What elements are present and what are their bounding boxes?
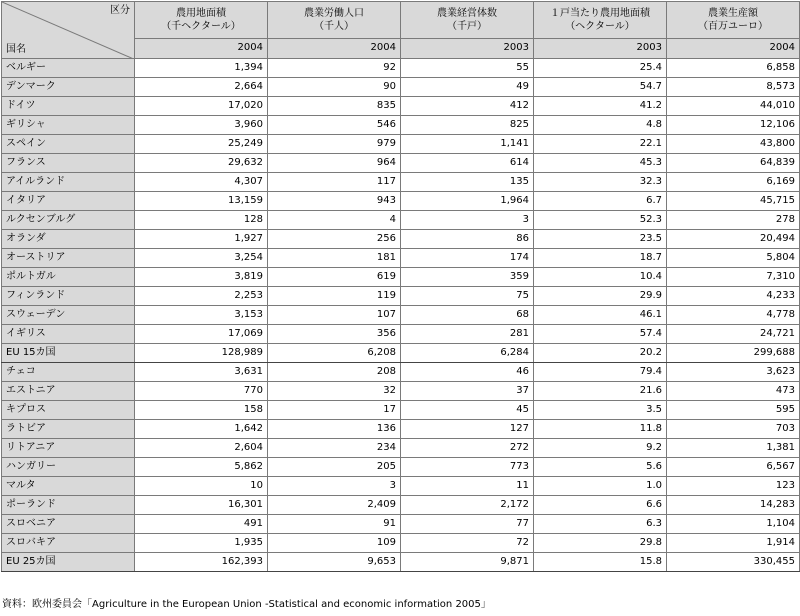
value-cell: 119 xyxy=(268,287,401,306)
year-cell: 2004 xyxy=(667,38,800,58)
value-cell: 1,642 xyxy=(135,420,268,439)
column-header-line2: （千戸） xyxy=(447,20,487,32)
table-row xyxy=(2,363,800,382)
value-cell: 6,169 xyxy=(667,173,800,192)
value-cell: 21.6 xyxy=(534,382,667,401)
value-cell: 1,914 xyxy=(667,534,800,553)
value-cell: 595 xyxy=(667,401,800,420)
value-cell: 412 xyxy=(401,97,534,116)
table-row xyxy=(2,420,800,439)
value-cell: 77 xyxy=(401,515,534,534)
value-cell: 17,069 xyxy=(135,325,268,344)
value-cell: 79.4 xyxy=(534,363,667,382)
value-cell: 1,964 xyxy=(401,192,534,211)
table-row xyxy=(2,135,800,154)
country-name: オーストリア xyxy=(2,249,135,268)
value-cell: 2,604 xyxy=(135,439,268,458)
year-cell: 2003 xyxy=(401,38,534,58)
value-cell: 4,778 xyxy=(667,306,800,325)
value-cell: 1,927 xyxy=(135,230,268,249)
value-cell: 359 xyxy=(401,268,534,287)
value-cell: 943 xyxy=(268,192,401,211)
value-cell: 546 xyxy=(268,116,401,135)
country-name: オランダ xyxy=(2,230,135,249)
value-cell: 46.1 xyxy=(534,306,667,325)
value-cell: 6.7 xyxy=(534,192,667,211)
value-cell: 234 xyxy=(268,439,401,458)
value-cell: 1,394 xyxy=(135,59,268,78)
value-cell: 964 xyxy=(268,154,401,173)
value-cell: 181 xyxy=(268,249,401,268)
column-header-farmland xyxy=(135,2,268,39)
value-cell: 9,871 xyxy=(401,553,534,572)
value-cell: 6,208 xyxy=(268,344,401,363)
value-cell: 2,664 xyxy=(135,78,268,97)
value-cell: 91 xyxy=(268,515,401,534)
column-header-area-per-holding xyxy=(534,2,667,39)
value-cell: 11.8 xyxy=(534,420,667,439)
value-cell: 770 xyxy=(135,382,268,401)
value-cell: 43,800 xyxy=(667,135,800,154)
value-cell: 15.8 xyxy=(534,553,667,572)
table-row xyxy=(2,515,800,534)
table-row xyxy=(2,173,800,192)
year-cell: 2004 xyxy=(135,38,268,58)
value-cell: 32.3 xyxy=(534,173,667,192)
value-cell: 473 xyxy=(667,382,800,401)
value-cell: 16,301 xyxy=(135,496,268,515)
value-cell: 614 xyxy=(401,154,534,173)
column-header-line1: 農業生産額 xyxy=(708,7,758,19)
value-cell: 9.2 xyxy=(534,439,667,458)
country-name: フランス xyxy=(2,154,135,173)
value-cell: 272 xyxy=(401,439,534,458)
value-cell: 52.3 xyxy=(534,211,667,230)
table-row xyxy=(2,477,800,496)
table-row xyxy=(2,230,800,249)
country-name: ベルギー xyxy=(2,59,135,78)
value-cell: 4,307 xyxy=(135,173,268,192)
table-row xyxy=(2,192,800,211)
table-row xyxy=(2,211,800,230)
value-cell: 29.9 xyxy=(534,287,667,306)
value-cell: 5,862 xyxy=(135,458,268,477)
value-cell: 109 xyxy=(268,534,401,553)
value-cell: 2,409 xyxy=(268,496,401,515)
column-header-line2: （ヘクタール） xyxy=(565,20,635,32)
country-name: マルタ xyxy=(2,477,135,496)
value-cell: 3,623 xyxy=(667,363,800,382)
year-cell: 2004 xyxy=(268,38,401,58)
value-cell: 3,631 xyxy=(135,363,268,382)
corner-top-label: 区分 xyxy=(110,5,130,16)
value-cell: 6.6 xyxy=(534,496,667,515)
value-cell: 117 xyxy=(268,173,401,192)
corner-bottom-label: 国名 xyxy=(6,44,26,55)
value-cell: 4,233 xyxy=(667,287,800,306)
country-name: チェコ xyxy=(2,363,135,382)
value-cell: 3.5 xyxy=(534,401,667,420)
value-cell: 41.2 xyxy=(534,97,667,116)
value-cell: 20.2 xyxy=(534,344,667,363)
column-header-workforce xyxy=(268,2,401,39)
value-cell: 3,960 xyxy=(135,116,268,135)
value-cell: 773 xyxy=(401,458,534,477)
table-row xyxy=(2,534,800,553)
value-cell: 2,172 xyxy=(401,496,534,515)
value-cell: 8,573 xyxy=(667,78,800,97)
value-cell: 5,804 xyxy=(667,249,800,268)
value-cell: 20,494 xyxy=(667,230,800,249)
country-name: EU 15カ国 xyxy=(2,344,135,363)
value-cell: 3,153 xyxy=(135,306,268,325)
column-header-line2: （千人） xyxy=(314,20,354,32)
value-cell: 135 xyxy=(401,173,534,192)
value-cell: 57.4 xyxy=(534,325,667,344)
value-cell: 44,010 xyxy=(667,97,800,116)
value-cell: 208 xyxy=(268,363,401,382)
table-row xyxy=(2,382,800,401)
source-note: 資料：欧州委員会「Agriculture in the European Union -Statistical and economic information 2005」 xyxy=(2,599,491,610)
subtotal-row xyxy=(2,344,800,363)
value-cell: 281 xyxy=(401,325,534,344)
value-cell: 6,284 xyxy=(401,344,534,363)
country-name: イタリア xyxy=(2,192,135,211)
value-cell: 4 xyxy=(268,211,401,230)
column-header-holdings xyxy=(401,2,534,39)
table-row xyxy=(2,78,800,97)
value-cell: 4.8 xyxy=(534,116,667,135)
value-cell: 205 xyxy=(268,458,401,477)
table-row xyxy=(2,154,800,173)
value-cell: 123 xyxy=(667,477,800,496)
table-row xyxy=(2,249,800,268)
agriculture-table xyxy=(1,1,800,572)
table-row xyxy=(2,325,800,344)
value-cell: 127 xyxy=(401,420,534,439)
value-cell: 10.4 xyxy=(534,268,667,287)
value-cell: 158 xyxy=(135,401,268,420)
table-row xyxy=(2,287,800,306)
value-cell: 23.5 xyxy=(534,230,667,249)
value-cell: 3,819 xyxy=(135,268,268,287)
country-name: EU 25カ国 xyxy=(2,553,135,572)
value-cell: 25,249 xyxy=(135,135,268,154)
value-cell: 6.3 xyxy=(534,515,667,534)
value-cell: 17 xyxy=(268,401,401,420)
value-cell: 256 xyxy=(268,230,401,249)
value-cell: 1,935 xyxy=(135,534,268,553)
value-cell: 24,721 xyxy=(667,325,800,344)
country-name: ドイツ xyxy=(2,97,135,116)
value-cell: 825 xyxy=(401,116,534,135)
value-cell: 18.7 xyxy=(534,249,667,268)
value-cell: 54.7 xyxy=(534,78,667,97)
country-name: ハンガリー xyxy=(2,458,135,477)
value-cell: 2,253 xyxy=(135,287,268,306)
value-cell: 107 xyxy=(268,306,401,325)
subtotal-row xyxy=(2,553,800,572)
country-name: ポーランド xyxy=(2,496,135,515)
value-cell: 162,393 xyxy=(135,553,268,572)
table-row xyxy=(2,496,800,515)
country-name: キプロス xyxy=(2,401,135,420)
table-row xyxy=(2,116,800,135)
table-row xyxy=(2,268,800,287)
country-name: スロベニア xyxy=(2,515,135,534)
value-cell: 1,381 xyxy=(667,439,800,458)
table-row xyxy=(2,306,800,325)
value-cell: 136 xyxy=(268,420,401,439)
value-cell: 12,106 xyxy=(667,116,800,135)
value-cell: 64,839 xyxy=(667,154,800,173)
value-cell: 1,141 xyxy=(401,135,534,154)
value-cell: 128,989 xyxy=(135,344,268,363)
value-cell: 979 xyxy=(268,135,401,154)
value-cell: 491 xyxy=(135,515,268,534)
value-cell: 11 xyxy=(401,477,534,496)
value-cell: 90 xyxy=(268,78,401,97)
value-cell: 92 xyxy=(268,59,401,78)
value-cell: 1,104 xyxy=(667,515,800,534)
country-name: フィンランド xyxy=(2,287,135,306)
value-cell: 55 xyxy=(401,59,534,78)
value-cell: 68 xyxy=(401,306,534,325)
country-name: エストニア xyxy=(2,382,135,401)
value-cell: 86 xyxy=(401,230,534,249)
country-name: イギリス xyxy=(2,325,135,344)
value-cell: 619 xyxy=(268,268,401,287)
value-cell: 29,632 xyxy=(135,154,268,173)
column-header-line1: １戸当たり農用地面積 xyxy=(550,7,650,19)
table-row xyxy=(2,59,800,78)
country-name: ポルトガル xyxy=(2,268,135,287)
value-cell: 45 xyxy=(401,401,534,420)
value-cell: 3 xyxy=(268,477,401,496)
value-cell: 835 xyxy=(268,97,401,116)
value-cell: 49 xyxy=(401,78,534,97)
country-name: ルクセンブルグ xyxy=(2,211,135,230)
value-cell: 128 xyxy=(135,211,268,230)
column-header-line2: （百万ユーロ） xyxy=(698,20,768,32)
value-cell: 330,455 xyxy=(667,553,800,572)
value-cell: 3 xyxy=(401,211,534,230)
country-name: ギリシャ xyxy=(2,116,135,135)
value-cell: 45,715 xyxy=(667,192,800,211)
value-cell: 3,254 xyxy=(135,249,268,268)
value-cell: 72 xyxy=(401,534,534,553)
country-name: アイルランド xyxy=(2,173,135,192)
value-cell: 46 xyxy=(401,363,534,382)
value-cell: 29.8 xyxy=(534,534,667,553)
country-name: スロバキア xyxy=(2,534,135,553)
value-cell: 10 xyxy=(135,477,268,496)
value-cell: 6,858 xyxy=(667,59,800,78)
value-cell: 5.6 xyxy=(534,458,667,477)
table-row xyxy=(2,97,800,116)
column-header-line1: 農用地面積 xyxy=(176,7,226,19)
value-cell: 45.3 xyxy=(534,154,667,173)
value-cell: 356 xyxy=(268,325,401,344)
corner-cell xyxy=(2,2,135,59)
country-name: ラトビア xyxy=(2,420,135,439)
value-cell: 1.0 xyxy=(534,477,667,496)
value-cell: 75 xyxy=(401,287,534,306)
column-header-line2: （千ヘクタール） xyxy=(161,20,241,32)
value-cell: 22.1 xyxy=(534,135,667,154)
column-header-line1: 農業経営体数 xyxy=(437,7,497,19)
value-cell: 32 xyxy=(268,382,401,401)
value-cell: 174 xyxy=(401,249,534,268)
year-cell: 2003 xyxy=(534,38,667,58)
table-row xyxy=(2,458,800,477)
value-cell: 14,283 xyxy=(667,496,800,515)
country-name: リトアニア xyxy=(2,439,135,458)
value-cell: 6,567 xyxy=(667,458,800,477)
value-cell: 9,653 xyxy=(268,553,401,572)
column-header-output-value xyxy=(667,2,800,39)
column-header-line1: 農業労働人口 xyxy=(304,7,364,19)
table-row xyxy=(2,401,800,420)
header-row xyxy=(2,2,800,39)
value-cell: 299,688 xyxy=(667,344,800,363)
value-cell: 37 xyxy=(401,382,534,401)
country-name: スペイン xyxy=(2,135,135,154)
country-name: スウェーデン xyxy=(2,306,135,325)
value-cell: 13,159 xyxy=(135,192,268,211)
table-row xyxy=(2,439,800,458)
value-cell: 25.4 xyxy=(534,59,667,78)
value-cell: 7,310 xyxy=(667,268,800,287)
value-cell: 703 xyxy=(667,420,800,439)
country-name: デンマーク xyxy=(2,78,135,97)
value-cell: 17,020 xyxy=(135,97,268,116)
value-cell: 278 xyxy=(667,211,800,230)
